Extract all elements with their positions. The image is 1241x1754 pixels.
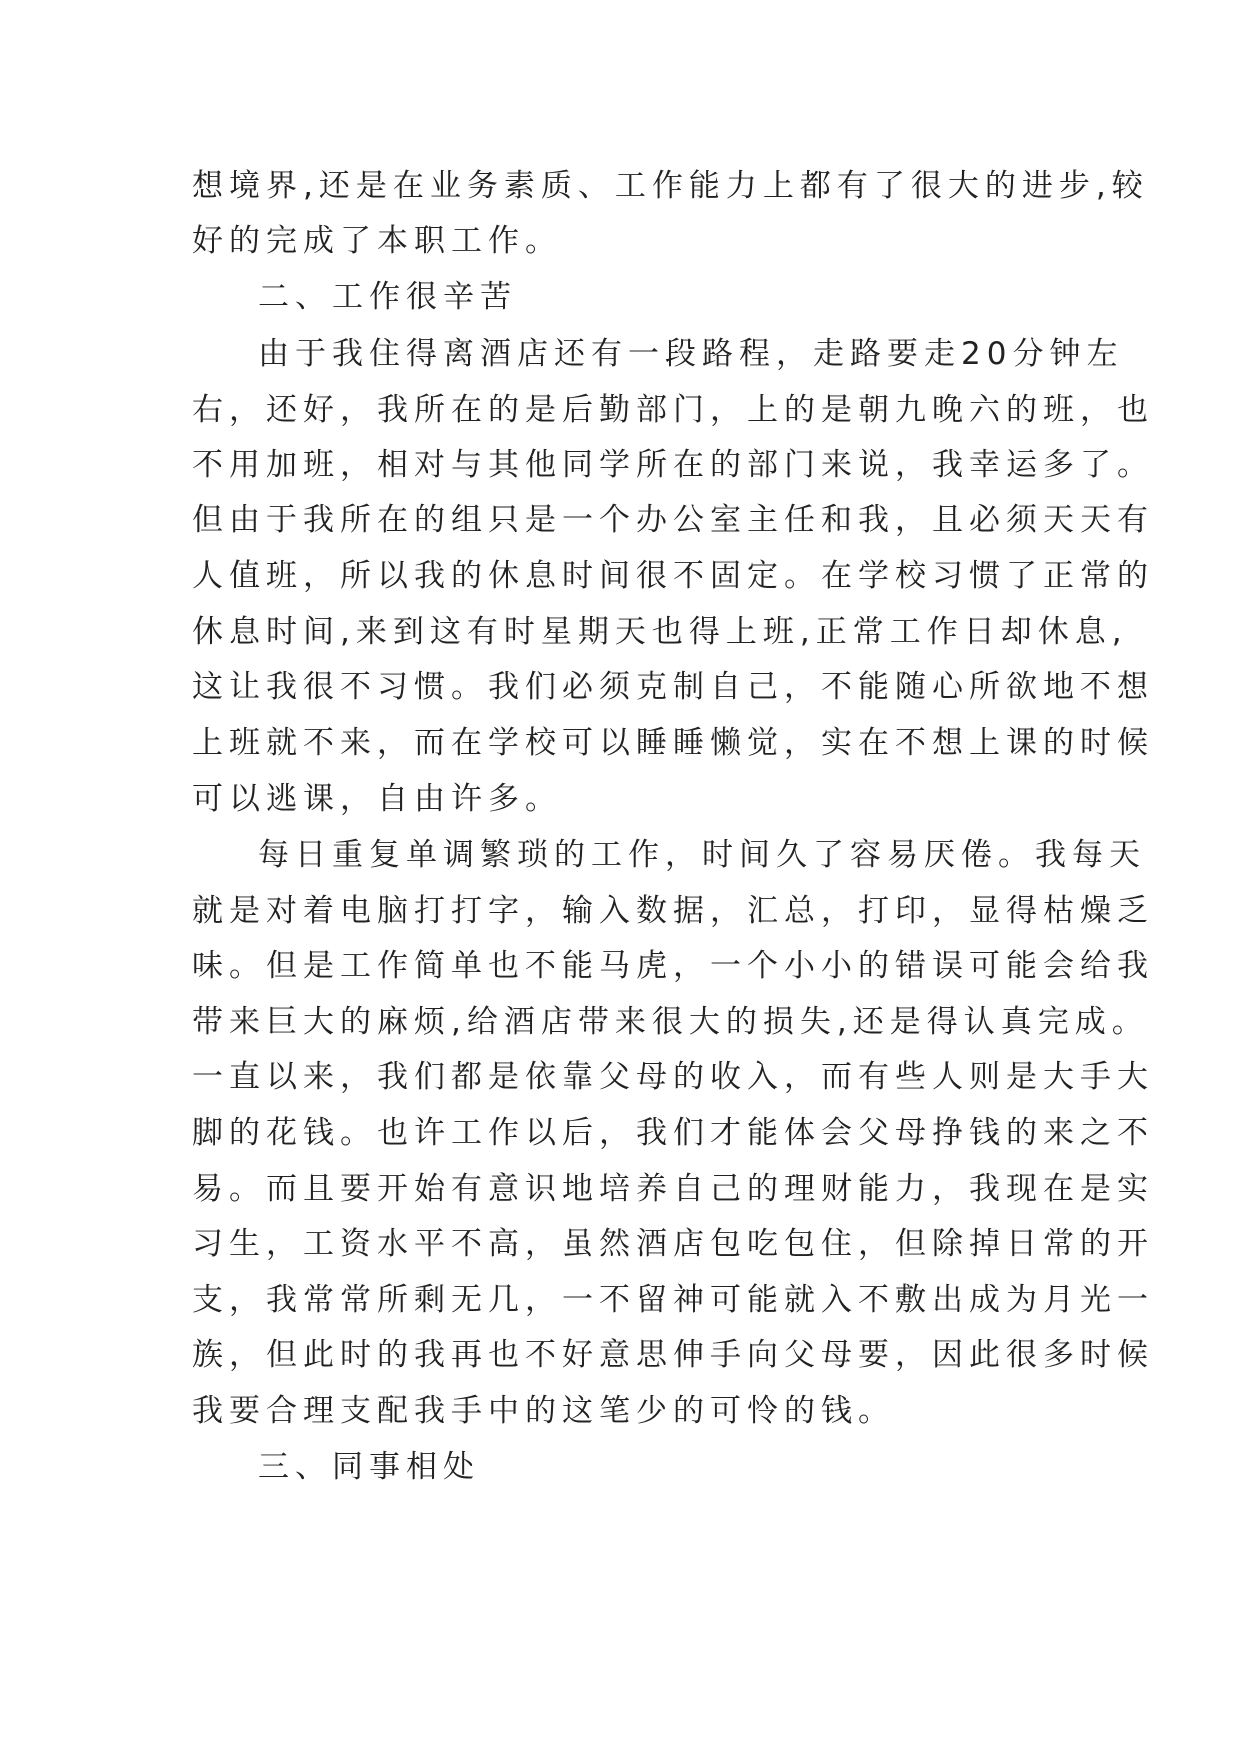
text-line: 想境界,还是在业务素质、工作能力上都有了很大的进步,较 bbox=[192, 168, 1149, 204]
text-line: 脚的花钱。也许工作以后，我们才能体会父母挣钱的来之不 bbox=[192, 1115, 1154, 1151]
text-line: 我要合理支配我手中的这笔少的可怜的钱。 bbox=[192, 1393, 895, 1429]
text-line: 易。而且要开始有意识地培养自己的理财能力，我现在是实 bbox=[192, 1171, 1154, 1207]
text-line: 这让我很不习惯。我们必须克制自己，不能随心所欲地不想 bbox=[192, 669, 1154, 705]
text-line: 人值班，所以我的休息时间很不固定。在学校习惯了正常的 bbox=[192, 558, 1154, 594]
text-line: 上班就不来，而在学校可以睡睡懒觉，实在不想上课的时候 bbox=[192, 725, 1154, 761]
section-heading: 三、同事相处 bbox=[258, 1449, 480, 1485]
text-line: 味。但是工作简单也不能马虎，一个小小的错误可能会给我 bbox=[192, 948, 1154, 984]
text-line: 可以逃课，自由许多。 bbox=[192, 781, 562, 817]
text-line: 但由于我所在的组只是一个办公室主任和我，且必须天天有 bbox=[192, 502, 1154, 538]
text-line: 族，但此时的我再也不好意思伸手向父母要，因此很多时候 bbox=[192, 1337, 1154, 1373]
text-line: 每日重复单调繁琐的工作，时间久了容易厌倦。我每天 bbox=[258, 837, 1146, 873]
text-line: 好的完成了本职工作。 bbox=[192, 223, 562, 259]
text-line: 一直以来，我们都是依靠父母的收入，而有些人则是大手大 bbox=[192, 1059, 1154, 1095]
text-line: 带来巨大的麻烦,给酒店带来很大的损失,还是得认真完成。 bbox=[192, 1004, 1149, 1040]
text-line: 就是对着电脑打打字，输入数据，汇总，打印，显得枯燥乏 bbox=[192, 893, 1154, 929]
text-line: 习生，工资水平不高，虽然酒店包吃包住，但除掉日常的开 bbox=[192, 1226, 1154, 1262]
section-heading: 二、工作很辛苦 bbox=[258, 279, 517, 315]
text-line: 休息时间,来到这有时星期天也得上班,正常工作日却休息, bbox=[192, 614, 1128, 650]
text-line: 由于我住得离酒店还有一段路程，走路要走20分钟左 bbox=[258, 336, 1124, 372]
text-line: 右，还好，我所在的是后勤部门，上的是朝九晚六的班，也 bbox=[192, 392, 1154, 428]
text-line: 不用加班，相对与其他同学所在的部门来说，我幸运多了。 bbox=[192, 447, 1154, 483]
text-line: 支，我常常所剩无几，一不留神可能就入不敷出成为月光一 bbox=[192, 1282, 1154, 1318]
